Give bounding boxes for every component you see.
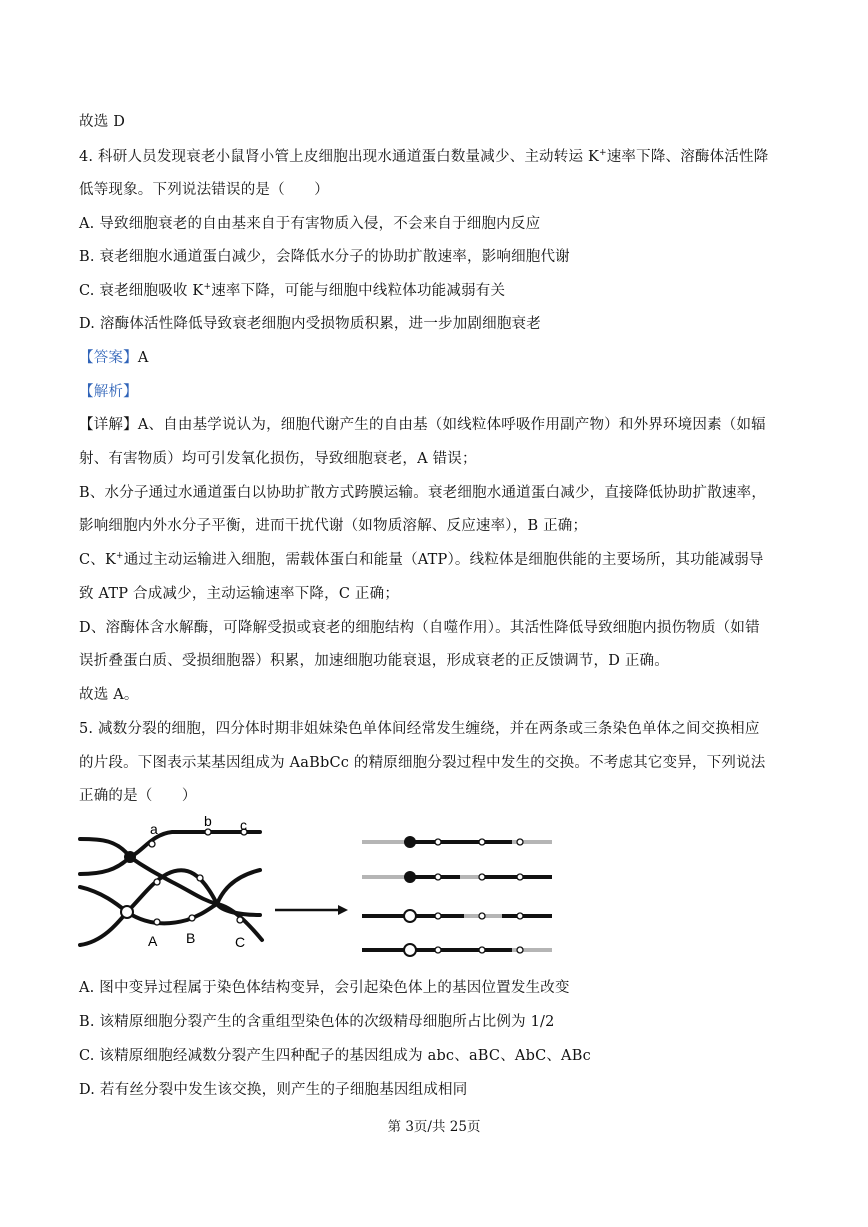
text-fragment: A、自由基学说认为，细胞代谢产生的自由基（如线粒体呼吸作用副产物）和外界环境因素（如辐 (137, 417, 766, 433)
detail-line-1 (79, 413, 766, 434)
text-fragment: 通过主动运输进入细胞，需载体蛋白和能量（ATP）。线粒体是细胞供能的主要场所，其功能减弱导 (123, 552, 764, 568)
chromatid-3 (80, 870, 260, 915)
option-a: A. 导致细胞衰老的自由基来自于有害物质入侵，不会来自于细胞内反应 (79, 216, 541, 232)
answer-label: 【答案】 (79, 350, 138, 366)
gene-locus-B (189, 915, 195, 921)
q5-option-d: D. 若有丝分裂中发生该交换，则产生的子细胞基因组成相同 (79, 1082, 468, 1098)
gene-locus-b (205, 829, 211, 835)
chromatid-1 (80, 832, 260, 857)
crossover-figure (72, 812, 562, 957)
text-line: 故选 A。 (79, 687, 139, 703)
q5-option-b: B. 该精原细胞分裂产生的含重组型染色体的次级精母细胞所占比例为 1/2 (79, 1014, 555, 1030)
page-footer: 第 3页/共 25页 (387, 1119, 481, 1135)
detail-label: 【详解】 (79, 417, 138, 433)
question-4-stem-cont: 低等现象。下列说法错误的是（ ） (79, 182, 329, 198)
option-b: B. 衰老细胞水通道蛋白减少，会降低水分子的协助扩散速率，影响细胞代谢 (79, 249, 570, 265)
question-5-stem: 5. 减数分裂的细胞，四分体时期非姐妹染色单体间经常发生缠绕，并在两条或三条染色单体之间交换相应 (79, 721, 760, 737)
q5-option-a: A. 图中变异过程属于染色体结构变异，会引起染色体上的基因位置发生改变 (79, 980, 570, 996)
text-fragment: C、K (79, 552, 117, 568)
text-fragment: 速率下降、溶酶体活性降 (606, 149, 769, 165)
detail-line-3: B、水分子通过水通道蛋白以协助扩散方式跨膜运输。衰老细胞水通道蛋白减少，直接降低协助扩散速率， (79, 485, 767, 501)
detail-line-4: 影响细胞内外水分子平衡，进而干扰代谢（如物质溶解、反应速率），B 正确； (79, 518, 588, 534)
text-line: 故选 D (79, 114, 126, 130)
chromatid-result-3 (362, 910, 552, 922)
gene-locus (154, 879, 160, 885)
detail-line-5 (79, 548, 764, 569)
q5-option-c: C. 该精原细胞经减数分裂产生四种配子的基因组成为 abc、aBC、AbC、ABc (79, 1048, 591, 1064)
label-a: a (150, 821, 158, 837)
question-4-stem (79, 145, 768, 166)
label-C: C (235, 934, 246, 950)
answer-line (79, 346, 148, 367)
gene-locus-a (149, 841, 155, 847)
chromatid-result-2 (362, 871, 552, 883)
label-b: b (204, 813, 212, 829)
centromere-dark (124, 851, 136, 863)
label-c: c (240, 817, 247, 833)
detail-line-6: 致 ATP 合成减少，主动运输速率下降，C 正确； (79, 586, 400, 602)
question-5-stem-end: 正确的是（ ） (79, 788, 197, 804)
superscript: + (203, 282, 212, 292)
superscript: + (116, 551, 124, 561)
gene-locus-A (154, 919, 160, 925)
gene-locus-C (237, 917, 243, 923)
analysis-label: 【解析】 (79, 384, 138, 400)
text-fragment: 速率下降，可能与细胞中线粒体功能减弱有关 (211, 283, 506, 299)
centromere-open (121, 906, 133, 918)
option-d: D. 溶酶体活性降低导致衰老细胞内受损物质积累，进一步加剧细胞衰老 (79, 316, 541, 332)
option-c (79, 279, 505, 300)
gene-locus (197, 875, 203, 881)
detail-line-7: D、溶酶体含水解酶，可降解受损或衰老的细胞结构（自噬作用）。其活性降低导致细胞内损伤物质（如错 (79, 620, 760, 636)
text-fragment: 4. 科研人员发现衰老小鼠肾小管上皮细胞出现水通道蛋白数量减少、主动转运 K (79, 149, 599, 165)
superscript: + (598, 148, 607, 158)
text-fragment: C. 衰老细胞吸收 K (79, 283, 204, 299)
detail-line-2: 射、有害物质）均可引发氧化损伤，导致细胞衰老，A 错误； (79, 451, 477, 467)
detail-line-8: 误折叠蛋白质、受损细胞器）积累，加速细胞功能衰退，形成衰老的正反馈调节，D 正确。 (79, 653, 669, 669)
chromatid-result-1 (362, 836, 552, 848)
label-A: A (148, 933, 158, 949)
arrow-icon (275, 905, 348, 915)
question-5-stem-cont: 的片段。下图表示某基因组成为 AaBbCc 的精原细胞分裂过程中发生的交换。不考虑其它变异，下列说法 (79, 755, 766, 771)
label-B: B (186, 930, 196, 946)
chromatid-result-4 (362, 944, 552, 956)
chromatid-crossing (80, 832, 262, 945)
answer-value: A (137, 350, 149, 366)
